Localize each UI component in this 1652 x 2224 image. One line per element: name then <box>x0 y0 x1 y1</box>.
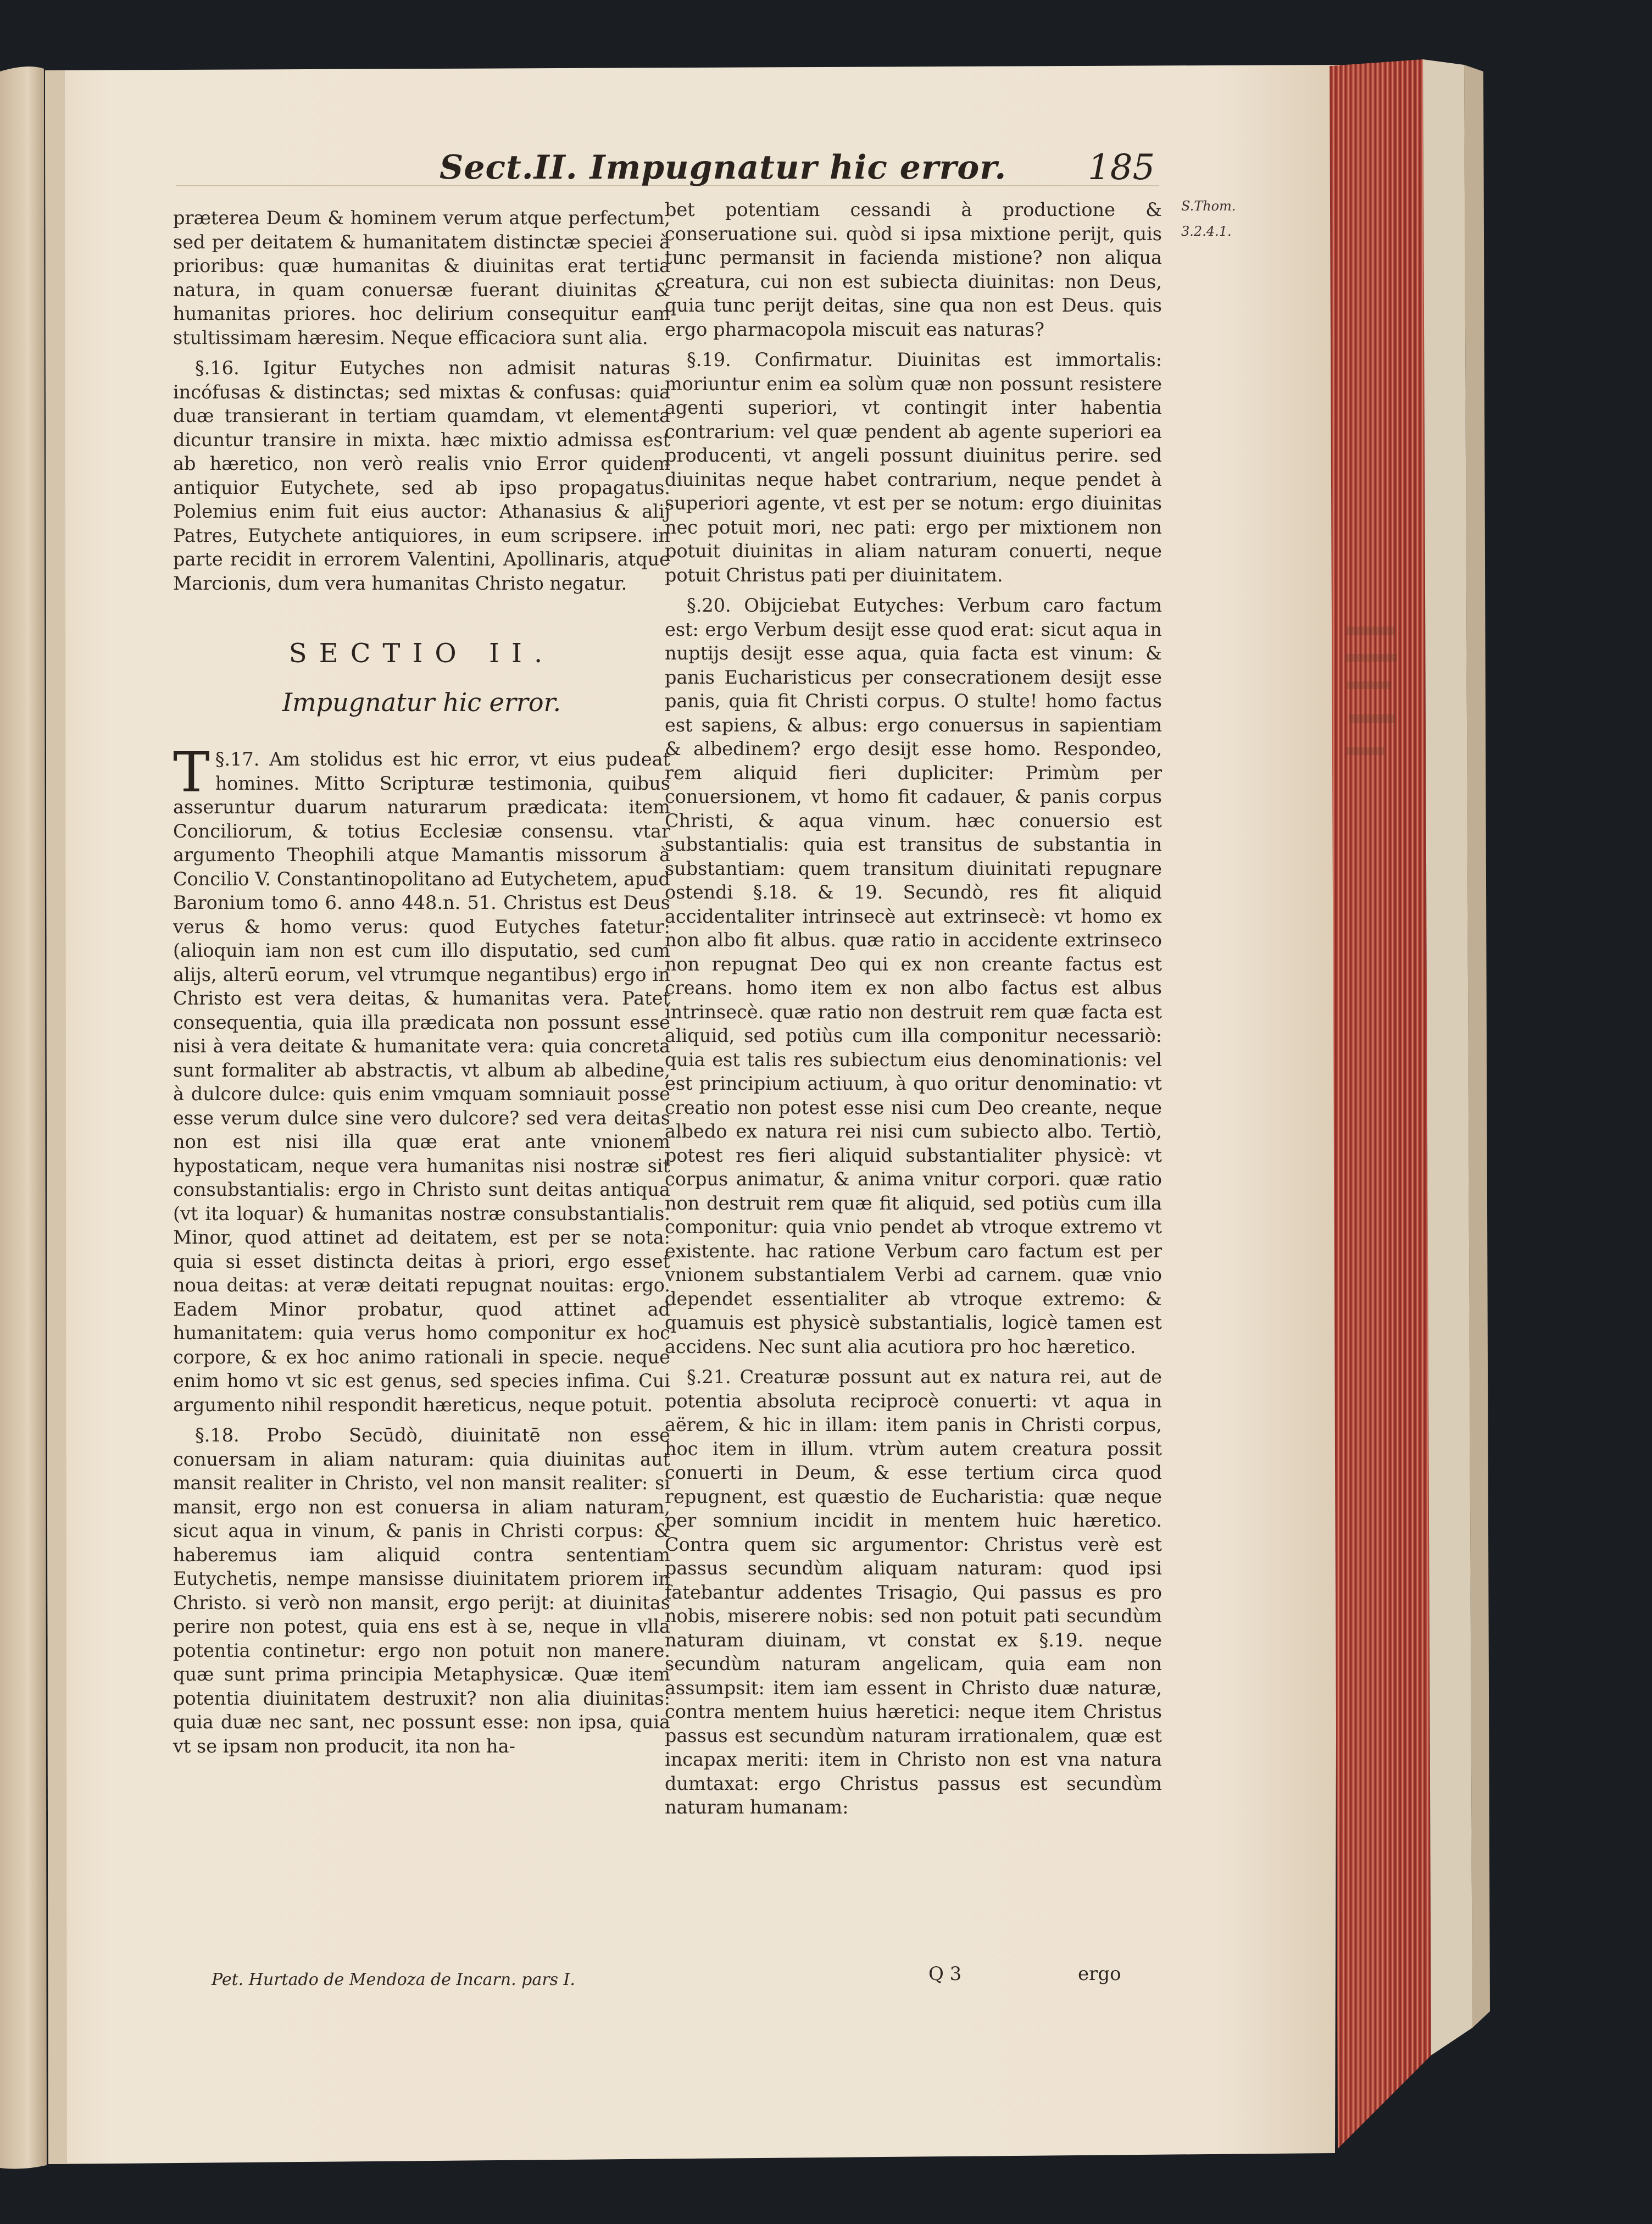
catchword: ergo <box>1078 1963 1121 1985</box>
footer-author: Pet. Hurtado de Mendoza de Incarn. pars I. <box>212 1970 575 1989</box>
right-paragraph-4: §.21. Creaturæ possunt aut ex natura rei, aut de potentia absoluta reciprocè conuerti: vt aqua in aërem, & hic in illam: item panis in Christi corpus, hoc item in illum. vtrùm autem creatura possit conuerti in Deum, & esse tertium circa quod repugnent, est quæstio de Eucharistia: quæ neque per somnium incidit in mentem huic hæretico. Contra quem sic argumentor: Christus verè est passus secundùm aliquam naturam: quod ipsi fatebantur addentes Trisagio, Qui passus es pro nobis, miserere nobis: sed non potuit pati secundùm naturam diuinam, vt constat ex §.19. neque secundùm naturam angelicam, quia eam non assumpsit: item iam essent in Christo duæ naturæ, contra mentem huius hæretici: neque item Christus passus est secundùm naturam irrationalem, quæ est incapax meriti: item in Christo non est vna natura dumtaxat: ergo Christus passus est secundùm naturam humanam: <box>665 1366 1162 1818</box>
section-subtitle: Impugnatur hic error. <box>282 687 561 717</box>
margin-note: S.Thom. 3.2.4.1. <box>1181 198 1236 239</box>
page-number: 185 <box>1088 147 1155 188</box>
left-paragraph-4: §.18. Probo Secūdò, diuinitatē non esse conuersam in aliam naturam: quia diuinitas aut mansit realiter in Christo, vel non mansit realiter: si mansit, ergo non est conuersa in aliam naturam, sicut aqua in vinum, & panis in Christi corpus: & haberemus iam aliquid contra sententiam Eutychetis, nempe mansisse diuinitatem priorem in Christo. si verò non mansit, ergo perijt: at diuinitas perire non potest, quia ens est à se, neque in vlla potentia continetur: ergo non potuit non manere. quæ sunt prima principia Metaphysicæ. Quæ item potentia diuinitatem destruxit? non alia diuinitas: quia duæ nec sant, nec possunt esse: non ipsa, quia vt se ipsam non producit, ita non ha- <box>173 1424 670 1757</box>
left-column <box>173 206 670 1765</box>
left-paragraph-3 <box>173 740 670 1417</box>
right-paragraph-2: §.19. Confirmatur. Diuinitas est immortalis: moriuntur enim ea solùm quæ non possunt resistere agenti superiori, vt contingit inter habentia contrarium: vel quæ pendent ab agente superiori ea producenti, vt angeli possunt diuinitus perire. sed diuinitas neque habet contrarium, neque pendet à superiori agente, vt est per se notum: ergo diuinitas nec potuit mori, nec pati: ergo per mixtionem non potuit diuinitas in aliam naturam conuerti, neque potuit Christus pati per diuinitatem. <box>665 349 1162 586</box>
left-paragraph-3-text: Am stolidus est hic error, vt eius pudeat homines. Mitto Scripturæ testimonia, quibus asseruntur duarum naturarum prædicata: item Conciliorum, & totius Ecclesiæ consensu. vtar argumento Theophili atque Mamantis missorum à Concilio V. Constantinopolitano ad Eutychetem, apud Baronium tomo 6. anno 448.n. 51. Christus est Deus verus & homo verus: quod Eutyches fatetur: (alioquin iam non est cum illo disputatio, sed cum alijs, alterū eorum, vel vtrumque negantibus) ergo in Christo est vera deitas, & humanitas vera. Patet consequentia, quia illa prædicata non possunt esse nisi à vera deitate & humanitate vera: quia concreta sunt formaliter ab abstractis, vt album ab albedine, à dulcore dulce: quis enim vmquam somniauit posse esse verum dulce sine vero dulcore? sed vera deitas non est nisi illa quæ erat ante vnionem hypostaticam, neque vera humanitas nisi nostræ sit consubstantialis: ergo in Christo sunt deitas antiqua (vt ita loquar) & humanitas nostræ consubstantialis. Minor, quod attinet ad deitatem, est per se nota: quia si esset distincta deitas à priori, ergo esset noua deitas: at veræ deitati repugnat nouitas: ergo. Eadem Minor probatur, quod attinet ad humanitatem: quia verus homo componitur ex hoc corpore, & ex hoc animo rationali in specie. neque enim homo vt sic est genus, sed species infima. Cui argumento nihil respondit hæreticus, neque potuit. <box>173 748 670 1416</box>
paragraph-label: §.17. <box>215 748 260 770</box>
section-heading: SECTIO II. <box>288 638 555 669</box>
book-gutter-shadow <box>45 70 67 2164</box>
running-title: Sect.II. Impugnatur hic error. <box>440 148 1007 187</box>
page-fore-edge <box>1330 59 1431 2149</box>
right-paragraph-3: §.20. Obijciebat Eutyches: Verbum caro factum est: ergo Verbum desijt esse quod erat: sicut aqua in nuptijs desijt esse aqua, quia facta est vinum: & panis Eucharisticus per consecrationem desijt esse panis, quia fit Christi corpus. O stulte! homo factus est sapiens, & albus: ergo conuersus in sapientiam & albedinem? ergo desijt esse homo. Respondeo, rem aliquid fieri dupliciter: Primùm per conuersionem, vt homo fit cadauer, & panis corpus Christi, & aqua vinum. hæc conuersio est substantialis: quia est transitus de substantia in substantiam: quem transitum diuinitati repugnare ostendi §.18. & 19. Secundò, res fit aliquid accidentaliter intrinsecè aut extrinsecè: vt homo ex non albo fit albus. quæ ratio in accidente extrinseco non repugnat Deo qui ex non creante factus est creans. homo item ex non albo factus est albus intrinsecè. quæ ratio non destruit rem quæ facta est aliquid, sed potiùs cum illa componitur necessariò: quia est talis res subiectum eius denominationis: vel est principium actiuum, à quo oritur denominatio: vt creatio non potest esse nisi cum Deo creante, neque albedo ex natura rei nisi cum subiecto albo. Tertiò, potest res fieri aliquid substantialiter physicè: vt corpus animatur, & anima vnitur corpori. quæ ratio non destruit rem quæ fit aliquid, sed potiùs cum illa componitur: quia vnio pendet ab vtroque extremo vt existente. hac ratione Verbum caro factum est per vnionem substantialem Verbi ad carnem. quæ vnio dependet essentialiter ab vtroque extremo: & quamuis est physicè substantialis, logicè tamen est accidens. Nec sunt alia acutiora pro hoc hæretico. <box>665 595 1162 1357</box>
left-page-sliver <box>0 66 47 2169</box>
right-column <box>665 198 1162 1826</box>
left-paragraph-2: §.16. Igitur Eutyches non admisit naturas incófusas & distinctas; sed mixtas & confusas: quia duæ transierant in tertiam quamdam, vt elementa dicuntur transire in mixta. hæc mixtio admissa est ab hæretico, non verò realis vnio Error quidem antiquior Eutychete, sed ab ipso propagatus. Polemius enim fuit eius auctor: Athanasius & alij Patres, Eutychete antiquiores, in eum scripsere. in parte recidit in errorem Valentini, Apollinaris, atque Marcionis, dum vera humanitas Christo negatur. <box>173 357 670 594</box>
drop-cap: T <box>173 740 210 805</box>
right-paragraph-1: bet potentiam cessandi à productione & conseruatione sui. quòd si ipsa mixtione perijt, quis tunc permansit in facienda mistione? non aliqua creatura, cui non est subiecta diuinitas: non Deus, quia tunc perijt deitas, sine qua non est Deus. quis ergo pharmacopola miscuit eas naturas? <box>665 199 1162 340</box>
page-fore-edge-rim <box>1423 59 1472 2055</box>
signature-mark: Q 3 <box>928 1963 962 1985</box>
left-paragraph-1: præterea Deum & hominem verum atque perfectum, sed per deitatem & humanitatem distinctæ speciei à prioribus: quæ humanitas & diuinitas erat tertia natura, in quam conuersæ fuerant diuinitas & humanitas priores. hoc delirium consequitur eam stultissimam hæresim. Neque efficaciora sunt alia. <box>173 207 670 348</box>
